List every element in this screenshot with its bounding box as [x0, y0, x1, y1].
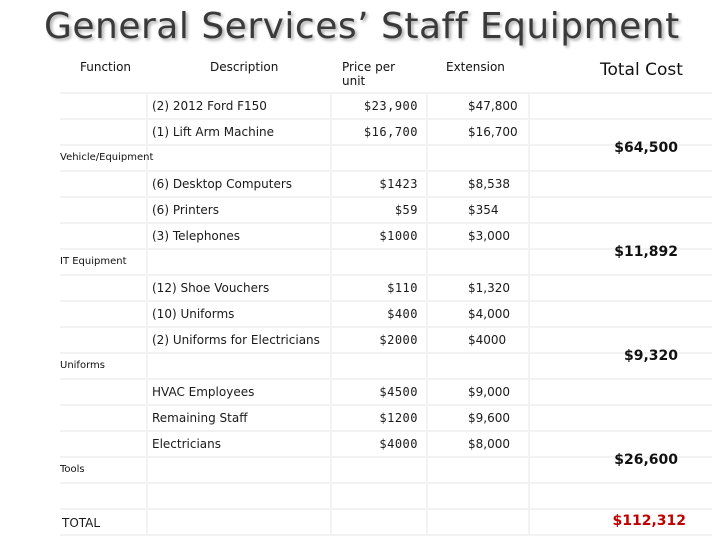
- description-cell: [148, 94, 330, 118]
- function-cell: [60, 94, 146, 118]
- description-cell: [148, 406, 330, 430]
- price-cell: [332, 302, 426, 326]
- description-cell-text: Remaining Staff: [152, 411, 248, 425]
- section-total-value: $26,600: [614, 452, 678, 468]
- table-row: [60, 276, 712, 300]
- function-cell: [60, 380, 146, 404]
- price-cell-text: $1000: [379, 229, 418, 243]
- section-label: Vehicle/Equipment: [60, 152, 154, 163]
- description-cell: [148, 224, 330, 248]
- extension-cell-text: $4,000: [468, 307, 510, 321]
- description-cell-text: (6) Printers: [152, 203, 219, 217]
- price-cell: [332, 198, 426, 222]
- function-cell: [60, 120, 146, 144]
- function-cell: [60, 276, 146, 300]
- extension-cell-text: $9,000: [468, 385, 510, 399]
- equipment-table: [60, 92, 712, 536]
- total-cell: [530, 94, 712, 118]
- total-cell: [530, 302, 712, 326]
- description-cell: [148, 276, 330, 300]
- extension-cell: [428, 146, 528, 170]
- price-cell-text: $4000: [379, 437, 418, 451]
- extension-cell: [428, 94, 528, 118]
- function-cell: [60, 172, 146, 196]
- extension-cell-text: $1,320: [468, 281, 510, 295]
- price-cell-text: $59: [394, 203, 418, 217]
- description-cell: [148, 484, 330, 508]
- header-function: Function: [80, 60, 132, 74]
- extension-cell: [428, 406, 528, 430]
- extension-cell: [428, 328, 528, 352]
- section-label: IT Equipment: [60, 256, 127, 267]
- price-cell-text: $400: [387, 307, 418, 321]
- section-total-value: $11,892: [614, 244, 678, 260]
- description-cell-text: (2) 2012 Ford F150: [152, 99, 267, 113]
- price-cell: [332, 328, 426, 352]
- description-cell: [148, 302, 330, 326]
- extension-cell: [428, 432, 528, 456]
- price-cell-text: $1423: [379, 177, 418, 191]
- description-cell: [148, 250, 330, 274]
- total-cell: [530, 380, 712, 404]
- table-row: [60, 198, 712, 222]
- extension-cell-text: $354: [468, 203, 499, 217]
- price-cell-text: $4500: [379, 385, 418, 399]
- description-cell-text: (6) Desktop Computers: [152, 177, 293, 191]
- extension-cell: [428, 380, 528, 404]
- total-cell: [530, 198, 712, 222]
- price-cell: [332, 94, 426, 118]
- price-cell: [332, 380, 426, 404]
- table-row: [60, 94, 712, 118]
- description-cell: [148, 432, 330, 456]
- description-cell: [148, 328, 330, 352]
- table-row: [60, 172, 712, 196]
- extension-cell-text: $47,800: [468, 99, 518, 113]
- extension-cell-text: $9,600: [468, 411, 510, 425]
- description-cell-text: Electricians: [152, 437, 222, 451]
- price-cell-text: $16,700: [363, 125, 418, 139]
- table-row: [60, 328, 712, 352]
- section-label: Tools: [60, 464, 85, 475]
- price-cell: [332, 146, 426, 170]
- table-row: [60, 380, 712, 404]
- extension-cell: [428, 354, 528, 378]
- extension-cell: [428, 198, 528, 222]
- description-cell: [148, 458, 330, 482]
- extension-cell: [428, 120, 528, 144]
- function-cell: [60, 484, 146, 508]
- description-cell: [148, 510, 330, 534]
- total-cell: [530, 484, 712, 508]
- price-cell: [332, 250, 426, 274]
- function-cell: [60, 302, 146, 326]
- extension-cell-text: $4000: [468, 333, 507, 347]
- total-cell: [530, 276, 712, 300]
- price-cell: [332, 354, 426, 378]
- extension-cell: [428, 276, 528, 300]
- grand-total-label: TOTAL: [62, 516, 101, 530]
- price-cell: [332, 510, 426, 534]
- function-cell: [60, 432, 146, 456]
- price-cell: [332, 120, 426, 144]
- price-cell: [332, 406, 426, 430]
- function-cell: [60, 224, 146, 248]
- total-cell: [530, 328, 712, 352]
- section-total-value: $9,320: [623, 348, 678, 364]
- extension-cell: [428, 172, 528, 196]
- table-row: [60, 302, 712, 326]
- extension-cell-text: $8,000: [468, 437, 510, 451]
- description-cell: [148, 354, 330, 378]
- extension-cell: [428, 250, 528, 274]
- total-cell: [530, 354, 712, 378]
- extension-cell: [428, 302, 528, 326]
- total-cell: [530, 172, 712, 196]
- header-extension: Extension: [446, 60, 505, 74]
- extension-cell-text: $8,538: [468, 177, 510, 191]
- section-total-value: $64,500: [614, 140, 678, 156]
- extension-cell: [428, 458, 528, 482]
- description-cell: [148, 120, 330, 144]
- section-label: Uniforms: [60, 360, 105, 371]
- table-row: [60, 406, 712, 430]
- description-cell-text: (3) Telephones: [152, 229, 241, 243]
- description-cell: [148, 380, 330, 404]
- price-cell: [332, 172, 426, 196]
- extension-cell-text: $16,700: [468, 125, 518, 139]
- description-cell-text: HVAC Employees: [152, 385, 255, 399]
- description-cell-text: (12) Shoe Vouchers: [152, 281, 270, 295]
- price-cell-text: $1200: [379, 411, 418, 425]
- function-cell: [60, 328, 146, 352]
- extension-cell: [428, 484, 528, 508]
- extension-cell: [428, 224, 528, 248]
- extension-cell: [428, 510, 528, 534]
- description-cell-text: (2) Uniforms for Electricians: [152, 333, 320, 347]
- function-cell: [60, 198, 146, 222]
- price-cell: [332, 276, 426, 300]
- grand-total-value: $112,312: [612, 513, 686, 529]
- extension-cell-text: $3,000: [468, 229, 510, 243]
- price-cell-text: $2000: [379, 333, 418, 347]
- function-cell: [60, 406, 146, 430]
- price-cell: [332, 224, 426, 248]
- spacer-row: [60, 484, 712, 508]
- price-cell: [332, 484, 426, 508]
- header-description: Description: [210, 60, 279, 74]
- description-cell: [148, 146, 330, 170]
- description-cell-text: (1) Lift Arm Machine: [152, 125, 275, 139]
- description-cell: [148, 198, 330, 222]
- header-price: Price per unit: [342, 60, 396, 88]
- header-total: Total Cost: [600, 60, 683, 80]
- price-cell-text: $23,900: [363, 99, 418, 113]
- price-cell-text: $110: [387, 281, 418, 295]
- price-cell: [332, 458, 426, 482]
- description-cell: [148, 172, 330, 196]
- total-cell: [530, 406, 712, 430]
- description-cell-text: (10) Uniforms: [152, 307, 235, 321]
- price-cell: [332, 432, 426, 456]
- section-total-row: [60, 354, 712, 378]
- page-title: General Services’ Staff Equipment: [44, 6, 680, 47]
